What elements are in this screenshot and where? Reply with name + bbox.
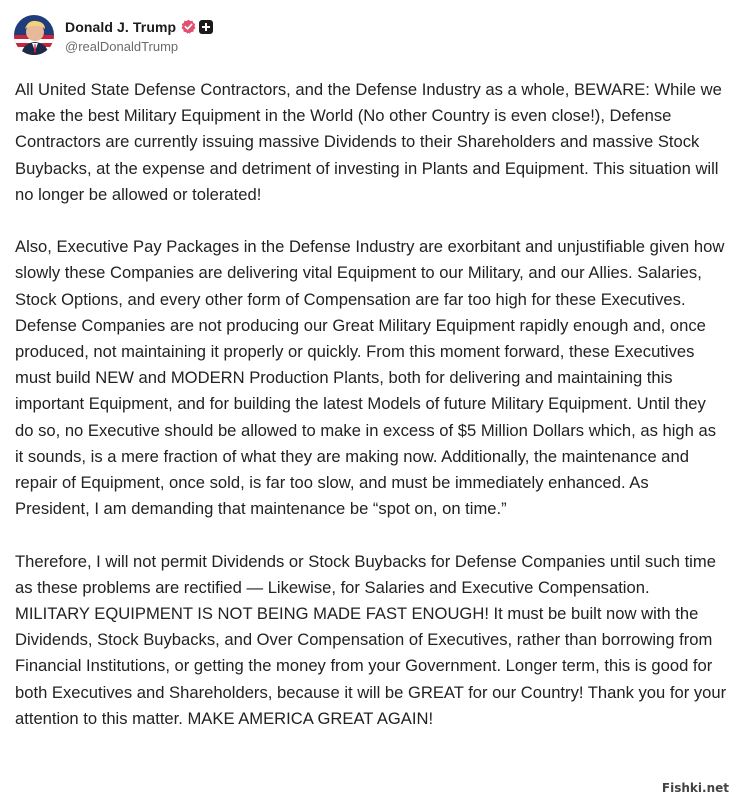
author-handle[interactable]: @realDonaldTrump	[65, 38, 179, 54]
post-header	[14, 14, 213, 56]
post-body	[15, 77, 727, 732]
avatar-image	[14, 15, 54, 55]
watermark: Fishki.net	[659, 780, 732, 796]
display-name[interactable]: Donald J. Trump	[65, 18, 177, 35]
name-row	[65, 17, 213, 37]
author-names	[65, 17, 213, 54]
avatar[interactable]	[14, 15, 54, 55]
post-paragraph: Therefore, I will not permit Dividends or Stock Buybacks for Defense Companies until such time as these problems are rectified — Likewise, for Salaries and Executive Compensation. MILITARY EQUIPMENT IS NOT BEING MADE FAST ENOUGH! It must be built now with the Dividends, Stock Buybacks, and Over Compensation of Executives, rather than borrowing from Financial Institutions, or getting the money from your Government. Longer term, this is good for both Executives and Shareholders, because it will be GREAT for our Country! Thank you for your attention to this matter. MAKE AMERICA GREAT AGAIN!	[15, 551, 727, 728]
verified-badge-icon	[181, 19, 196, 34]
plus-badge-icon	[199, 20, 213, 34]
post-paragraph: Also, Executive Pay Packages in the Defense Industry are exorbitant and unjustifiable given how slowly these Companies are delivering vital Equipment to our Military, and our Allies. Salaries, Stock Options, and every other form of Compensation are far too high for these Executives. Defense Companies are not producing our Great Military Equipment rapidly enough and, once produced, not maintaining it properly or quickly. From this moment forward, these Executives must build NEW and MODERN Production Plants, both for delivering and maintaining this important Equipment, and for building the latest Models of future Military Equipment. Until they do so, no Executive should be allowed to make in excess of $5 Million Dollars which, as high as it sounds, is a mere fraction of what they are making now. Additionally, the maintenance and repair of Equipment, once sold, is far too slow, and must be immediately enhanced. As President, I am demanding that maintenance be “spot on, on time.”	[15, 237, 725, 519]
post-paragraph: All United State Defense Contractors, and the Defense Industry as a whole, BEWARE: While we make the best Military Equipment in the World (No other Country is even close!), Defense Contractors are currently issuing massive Dividends to their Shareholders and massive Stock Buybacks, at the expense and detriment of investing in Plants and Equipment. This situation will no longer be allowed or tolerated!	[15, 80, 722, 204]
